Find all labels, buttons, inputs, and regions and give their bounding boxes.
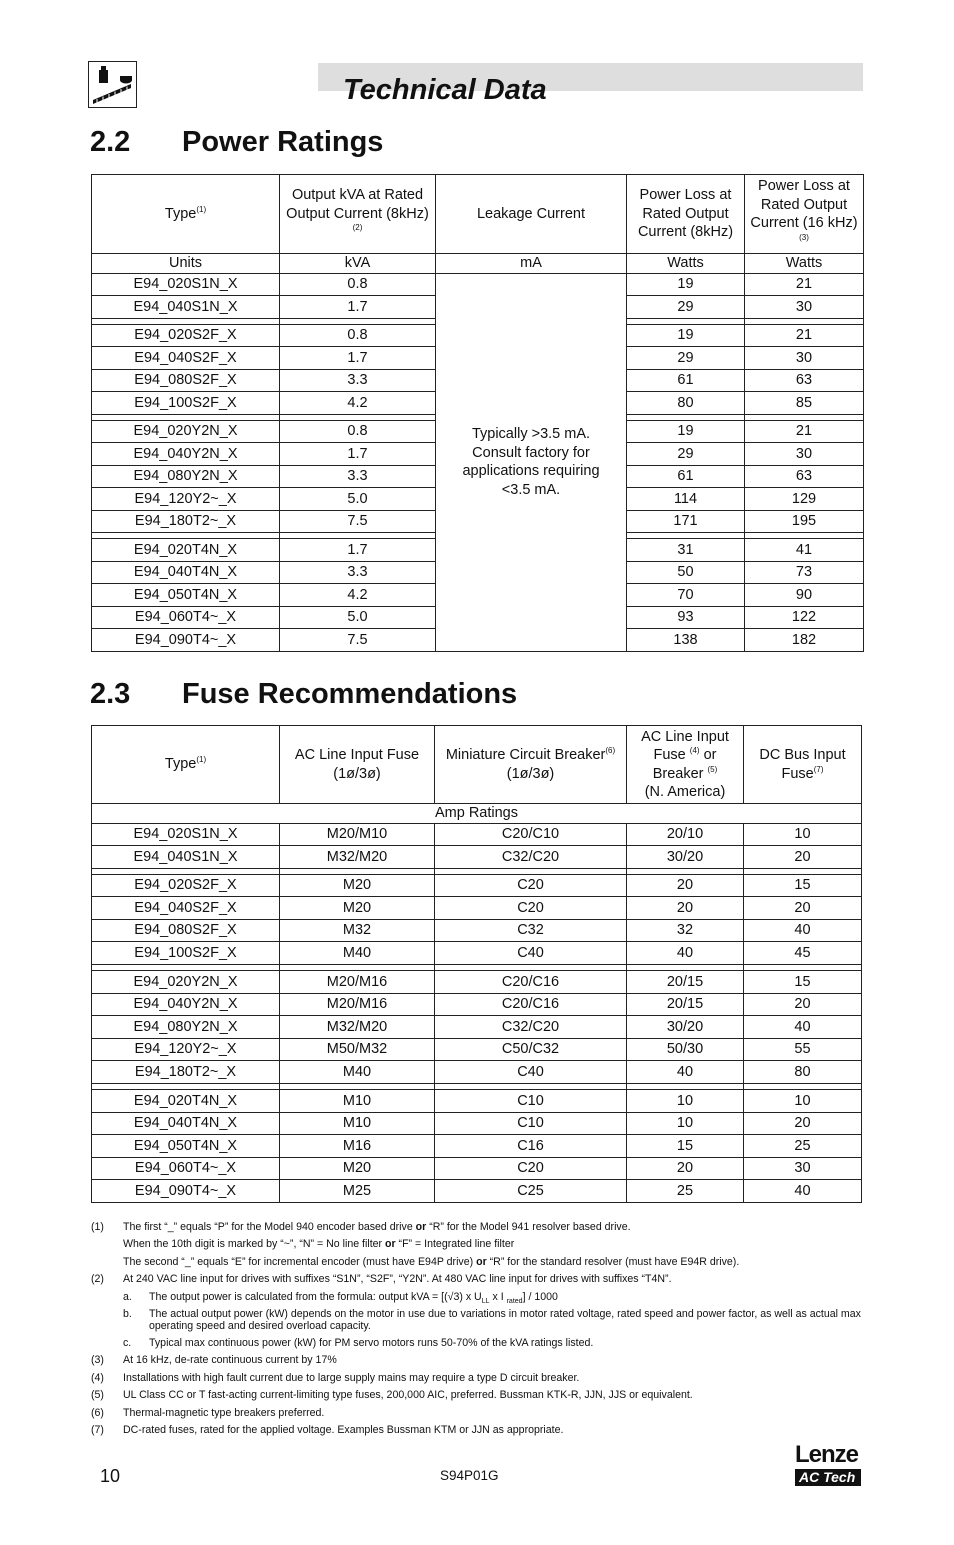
cell-kva: 0.8 (280, 420, 436, 443)
brand-logo (795, 1442, 865, 1486)
table-row (92, 993, 862, 1016)
cell-dc-bus-fuse: 20 (744, 1112, 862, 1135)
footnote-1-line-3: The second “_” equals “E” for incremental encoder (must have E94P drive) or “R” for the standard resolver (must have E94R drive). (123, 1255, 740, 1268)
cell-na-fuse-breaker: 20/15 (627, 993, 744, 1016)
table-row (92, 1135, 862, 1158)
header-loss-8khz: Power Loss at Rated Output Current (8kHz) (627, 175, 745, 254)
cell-na-fuse-breaker: 50/30 (627, 1038, 744, 1061)
footnote-3: (3) At 16 kHz, de-rate continuous current by 17% (91, 1354, 337, 1367)
cell-na-fuse-breaker: 15 (627, 1135, 744, 1158)
cell-type: E94_020S1N_X (92, 823, 280, 846)
units-type: Units (92, 254, 280, 274)
cell-loss-8khz: 61 (627, 465, 745, 488)
cell-mcb: C10 (435, 1090, 627, 1113)
cell-ac-line-fuse: M10 (280, 1090, 435, 1113)
cell-type: E94_180T2~_X (92, 1061, 280, 1084)
leakage-note (436, 273, 627, 651)
cell-ac-line-fuse: M10 (280, 1112, 435, 1135)
cell-type: E94_020T4N_X (92, 1090, 280, 1113)
footnotes (91, 1221, 866, 1441)
cell-type: E94_100S2F_X (92, 942, 280, 965)
amp-ratings-row (92, 804, 862, 824)
table-row (92, 1157, 862, 1180)
footnote-2a: a. The output power is calculated from the formula: output kVA = [(√3) x $U_{LL}$ x I $_{rated}$] / 1000 (123, 1290, 558, 1305)
header-leakage: Leakage Current (436, 175, 627, 254)
cell-kva: 0.8 (280, 324, 436, 347)
cell-loss-16khz: 85 (745, 392, 864, 415)
cell-loss-8khz: 19 (627, 420, 745, 443)
table-row (92, 874, 862, 897)
units-loss8: Watts (627, 254, 745, 274)
cell-kva: 3.3 (280, 369, 436, 392)
cell-type: E94_020S2F_X (92, 874, 280, 897)
cell-loss-8khz: 80 (627, 392, 745, 415)
table-header-row (92, 175, 864, 254)
cell-dc-bus-fuse: 20 (744, 846, 862, 869)
table-row (92, 846, 862, 869)
cell-ac-line-fuse: M16 (280, 1135, 435, 1158)
cell-type: E94_100S2F_X (92, 392, 280, 415)
cell-kva: 4.2 (280, 392, 436, 415)
cell-type: E94_040S2F_X (92, 897, 280, 920)
cell-ac-line-fuse: M25 (280, 1180, 435, 1203)
cell-type: E94_120Y2~_X (92, 1038, 280, 1061)
cell-mcb: C10 (435, 1112, 627, 1135)
cell-mcb: C40 (435, 1061, 627, 1084)
cell-loss-16khz: 73 (745, 561, 864, 584)
table-header-row (92, 726, 862, 804)
cell-mcb: C40 (435, 942, 627, 965)
cell-mcb: C20 (435, 897, 627, 920)
footnote-2c: c. Typical max continuous power (kW) for PM servo motors runs 50-70% of the kVA ratings listed. (123, 1336, 594, 1349)
cell-type: E94_020Y2N_X (92, 420, 280, 443)
document-id: S94P01G (440, 1468, 499, 1483)
brand-lenze: Lenze (795, 1441, 859, 1468)
cell-type: E94_180T2~_X (92, 510, 280, 533)
cell-kva: 1.7 (280, 296, 436, 319)
cell-na-fuse-breaker: 20/15 (627, 971, 744, 994)
cell-type: E94_060T4~_X (92, 1157, 280, 1180)
cell-ac-line-fuse: M20 (280, 874, 435, 897)
cell-dc-bus-fuse: 10 (744, 1090, 862, 1113)
cell-loss-8khz: 93 (627, 606, 745, 629)
cell-mcb: C25 (435, 1180, 627, 1203)
cell-na-fuse-breaker: 20/10 (627, 823, 744, 846)
cell-dc-bus-fuse: 45 (744, 942, 862, 965)
cell-na-fuse-breaker: 10 (627, 1090, 744, 1113)
footnote-6: (6) Thermal-magnetic type breakers preferred. (91, 1406, 325, 1419)
cell-mcb: C20/C10 (435, 823, 627, 846)
cell-loss-8khz: 61 (627, 369, 745, 392)
cell-kva: 0.8 (280, 273, 436, 296)
cell-kva: 7.5 (280, 510, 436, 533)
units-row (92, 254, 864, 274)
cell-dc-bus-fuse: 15 (744, 971, 862, 994)
cell-kva: 5.0 (280, 606, 436, 629)
scale-logo-icon (88, 61, 137, 108)
cell-dc-bus-fuse: 30 (744, 1157, 862, 1180)
table-row (92, 273, 864, 296)
cell-ac-line-fuse: M50/M32 (280, 1038, 435, 1061)
section-number: 2.3 (90, 678, 131, 710)
table-row (92, 1090, 862, 1113)
footnote-1: (1) The first “_” equals “P” for the Model 940 encoder based drive or “R” for the Model 941 resolver based drive. (91, 1221, 631, 1233)
cell-loss-16khz: 90 (745, 584, 864, 607)
table-row (92, 919, 862, 942)
cell-type: E94_080S2F_X (92, 369, 280, 392)
cell-na-fuse-breaker: 40 (627, 1061, 744, 1084)
cell-loss-16khz: 122 (745, 606, 864, 629)
page-number: 10 (100, 1466, 121, 1486)
cell-loss-16khz: 21 (745, 420, 864, 443)
cell-loss-16khz: 129 (745, 488, 864, 511)
footnote-2: (2) At 240 VAC line input for drives with suffixes “S1N”, “S2F”, “Y2N”. At 480 VAC line input for drives with suffixes “T4N”. (91, 1273, 672, 1286)
cell-ac-line-fuse: M40 (280, 942, 435, 965)
table-row (92, 1038, 862, 1061)
cell-mcb: C32/C20 (435, 1016, 627, 1039)
cell-ac-line-fuse: M20/M16 (280, 971, 435, 994)
footnote-1-line-2: When the 10th digit is marked by “~”, “N” = No line filter or “F” = Integrated line filter (123, 1238, 515, 1251)
cell-loss-8khz: 29 (627, 443, 745, 466)
cell-loss-8khz: 19 (627, 273, 745, 296)
cell-na-fuse-breaker: 32 (627, 919, 744, 942)
cell-dc-bus-fuse: 10 (744, 823, 862, 846)
cell-dc-bus-fuse: 15 (744, 874, 862, 897)
header-ac-line-fuse: AC Line Input Fuse (1ø/3ø) (280, 726, 435, 804)
section-title-fuse-recommendations (90, 678, 517, 711)
cell-kva: 7.5 (280, 629, 436, 652)
cell-type: E94_040T4N_X (92, 561, 280, 584)
cell-ac-line-fuse: M40 (280, 1061, 435, 1084)
header-mcb: Miniature Circuit Breaker$^{(6)}$ (1ø/3ø) (435, 726, 627, 804)
cell-ac-line-fuse: M32/M20 (280, 846, 435, 869)
cell-loss-16khz: 182 (745, 629, 864, 652)
footnote-4: (4) Installations with high fault current due to large supply mains may require a type D circuit breaker. (91, 1371, 580, 1384)
table-row (92, 1112, 862, 1135)
footnote-2b: b. The actual output power (kW) depends on the motor in use due to variations in motor rated voltage, rated speed and power factor, as well as actual max operating speed and desired overload capacity. (123, 1307, 861, 1333)
table-row (92, 1180, 862, 1203)
cell-loss-8khz: 114 (627, 488, 745, 511)
cell-loss-16khz: 30 (745, 296, 864, 319)
power-ratings-table (91, 174, 864, 652)
cell-loss-16khz: 63 (745, 465, 864, 488)
cell-type: E94_040S1N_X (92, 846, 280, 869)
cell-kva: 4.2 (280, 584, 436, 607)
cell-ac-line-fuse: M32/M20 (280, 1016, 435, 1039)
cell-mcb: C20 (435, 874, 627, 897)
cell-type: E94_020S1N_X (92, 273, 280, 296)
cell-loss-16khz: 30 (745, 347, 864, 370)
cell-kva: 1.7 (280, 347, 436, 370)
section-title-power-ratings (90, 126, 383, 159)
cell-na-fuse-breaker: 30/20 (627, 846, 744, 869)
cell-kva: 3.3 (280, 561, 436, 584)
cell-kva: 5.0 (280, 488, 436, 511)
cell-na-fuse-breaker: 20 (627, 1157, 744, 1180)
cell-type: E94_050T4N_X (92, 1135, 280, 1158)
cell-type: E94_090T4~_X (92, 1180, 280, 1203)
cell-kva: 1.7 (280, 443, 436, 466)
cell-mcb: C20 (435, 1157, 627, 1180)
table-row (92, 1061, 862, 1084)
cell-dc-bus-fuse: 25 (744, 1135, 862, 1158)
cell-loss-8khz: 138 (627, 629, 745, 652)
cell-mcb: C20/C16 (435, 971, 627, 994)
cell-type: E94_040S1N_X (92, 296, 280, 319)
cell-mcb: C16 (435, 1135, 627, 1158)
cell-type: E94_080S2F_X (92, 919, 280, 942)
header-kva: Output kVA at Rated Output Current $(8kHz)^{(2)}$ (280, 175, 436, 254)
cell-type: E94_040S2F_X (92, 347, 280, 370)
cell-mcb: C32 (435, 919, 627, 942)
cell-loss-16khz: 63 (745, 369, 864, 392)
leakage-note-text: Typically >3.5 mA. Consult factory for applications requiring <3.5 mA. (462, 426, 600, 498)
cell-kva: 3.3 (280, 465, 436, 488)
cell-type: E94_020S2F_X (92, 324, 280, 347)
cell-kva: 1.7 (280, 539, 436, 562)
cell-ac-line-fuse: M20/M16 (280, 993, 435, 1016)
cell-mcb: C32/C20 (435, 846, 627, 869)
cell-na-fuse-breaker: 20 (627, 874, 744, 897)
cell-loss-8khz: 31 (627, 539, 745, 562)
cell-type: E94_120Y2~_X (92, 488, 280, 511)
cell-ac-line-fuse: M20 (280, 897, 435, 920)
cell-mcb: C20/C16 (435, 993, 627, 1016)
cell-dc-bus-fuse: 55 (744, 1038, 862, 1061)
cell-na-fuse-breaker: 30/20 (627, 1016, 744, 1039)
units-loss16: Watts (745, 254, 864, 274)
cell-type: E94_040Y2N_X (92, 443, 280, 466)
footnote-5: (5) UL Class CC or T fast-acting current-limiting type fuses, 200,000 AIC, preferred. Bussman KTK-R, JJN, JJS or equivalent. (91, 1389, 693, 1402)
cell-ac-line-fuse: M20/M10 (280, 823, 435, 846)
section-heading: Fuse Recommendations (182, 678, 518, 710)
cell-type: E94_090T4~_X (92, 629, 280, 652)
table-row (92, 1016, 862, 1039)
cell-loss-16khz: 195 (745, 510, 864, 533)
cell-loss-16khz: 30 (745, 443, 864, 466)
section-number: 2.2 (90, 126, 131, 158)
cell-type: E94_020Y2N_X (92, 971, 280, 994)
cell-na-fuse-breaker: 40 (627, 942, 744, 965)
fuse-recommendations-table (91, 725, 862, 1203)
cell-ac-line-fuse: M32 (280, 919, 435, 942)
cell-dc-bus-fuse: 40 (744, 1180, 862, 1203)
table-row (92, 897, 862, 920)
table-row (92, 823, 862, 846)
header-na-fuse-breaker: AC Line Input Fuse $^{(4)}$ or Breaker $^{(5)}$ (N. America) (627, 726, 744, 804)
units-kva: kVA (280, 254, 436, 274)
cell-dc-bus-fuse: 80 (744, 1061, 862, 1084)
cell-loss-8khz: 29 (627, 296, 745, 319)
units-leakage: mA (436, 254, 627, 274)
cell-type: E94_040T4N_X (92, 1112, 280, 1135)
brand-actech: AC Tech (795, 1469, 861, 1486)
cell-loss-8khz: 29 (627, 347, 745, 370)
cell-type: E94_050T4N_X (92, 584, 280, 607)
cell-ac-line-fuse: M20 (280, 1157, 435, 1180)
cell-loss-8khz: 50 (627, 561, 745, 584)
cell-dc-bus-fuse: 40 (744, 1016, 862, 1039)
cell-type: E94_080Y2N_X (92, 1016, 280, 1039)
header-dc-bus-fuse: DC Bus Input Fuse$^{(7)}$ (744, 726, 862, 804)
cell-loss-8khz: 19 (627, 324, 745, 347)
cell-loss-8khz: 70 (627, 584, 745, 607)
cell-loss-16khz: 21 (745, 273, 864, 296)
cell-na-fuse-breaker: 25 (627, 1180, 744, 1203)
amp-ratings-label: Amp Ratings (92, 804, 862, 824)
cell-type: E94_060T4~_X (92, 606, 280, 629)
page-title: Technical Data (343, 74, 547, 106)
cell-type: E94_040Y2N_X (92, 993, 280, 1016)
table-row (92, 942, 862, 965)
cell-na-fuse-breaker: 20 (627, 897, 744, 920)
header-type: Type$^{(1)}$ (92, 726, 280, 804)
cell-loss-16khz: 21 (745, 324, 864, 347)
cell-na-fuse-breaker: 10 (627, 1112, 744, 1135)
cell-type: E94_080Y2N_X (92, 465, 280, 488)
cell-loss-8khz: 171 (627, 510, 745, 533)
cell-dc-bus-fuse: 20 (744, 993, 862, 1016)
header-type: Type$^{(1)}$ (92, 175, 280, 254)
cell-dc-bus-fuse: 40 (744, 919, 862, 942)
header-loss-16khz: Power Loss at Rated Output Current (16 kHz)$^{(3)}$ (745, 175, 864, 254)
table-row (92, 971, 862, 994)
cell-loss-16khz: 41 (745, 539, 864, 562)
section-heading: Power Ratings (182, 126, 384, 158)
footnote-7: (7) DC-rated fuses, rated for the applied voltage. Examples Bussman KTM or JJN as appropriate. (91, 1423, 564, 1436)
cell-dc-bus-fuse: 20 (744, 897, 862, 920)
cell-type: E94_020T4N_X (92, 539, 280, 562)
cell-mcb: C50/C32 (435, 1038, 627, 1061)
